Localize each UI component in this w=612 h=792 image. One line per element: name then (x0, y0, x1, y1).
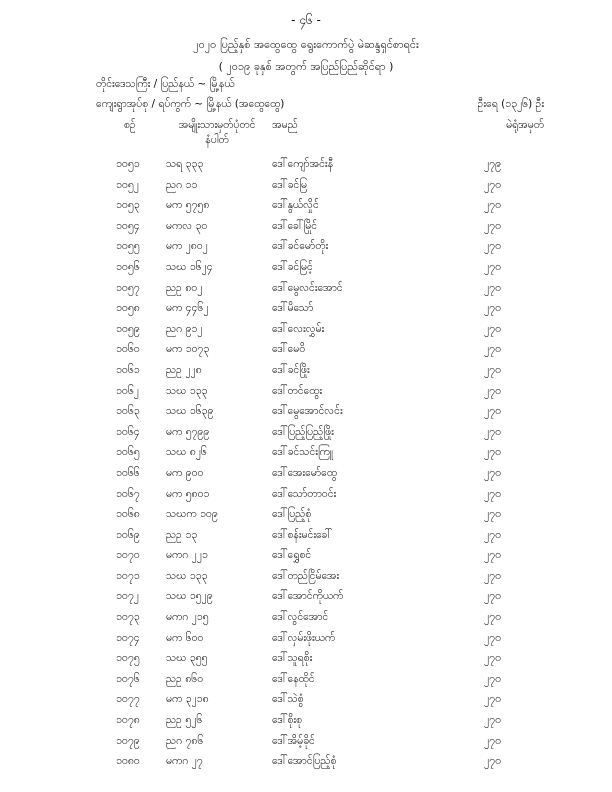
table-row (0, 179, 612, 200)
column-header-no: စဉ် (124, 119, 136, 131)
column-header-name: အမည် (272, 119, 298, 131)
row-name: ဒေါ်အောင်ကိုယက် (272, 590, 344, 603)
row-id: မက ၅၇၉၉ (166, 425, 210, 438)
table-row (0, 385, 612, 406)
row-booth: ၂၇၀ (484, 487, 501, 500)
row-booth: ၂၇၀ (484, 672, 501, 685)
row-number: ၁၀၅၃ (116, 199, 140, 212)
row-id: မက ၆၀၀ (166, 631, 204, 644)
row-booth: ၂၇၀ (484, 281, 501, 294)
row-name: ဒေါ်အိမ့်ခိုင် (272, 734, 315, 747)
row-number: ၁၀၅၆ (116, 260, 140, 273)
row-number: ၁၀၇၃ (116, 611, 140, 624)
row-name: ဒေါ်လှမ်းဖိုးယက် (272, 631, 336, 644)
row-booth: ၂၇၀ (484, 590, 501, 603)
row-id: သဃ ၁၆၂၄ (166, 260, 213, 273)
row-booth: ၂၇၀ (484, 569, 501, 582)
row-booth: ၂၇၀ (484, 343, 501, 356)
row-number: ၁၀၅၅ (116, 240, 140, 253)
table-row (0, 693, 612, 714)
row-id: ညဥ ၅၂၆ (166, 714, 203, 727)
row-name: ဒေါ်အောင်ပြည့်စုံ (272, 755, 337, 768)
row-id: သရ ၃၃၃ (166, 158, 204, 170)
page-number: - ၄၆ - (291, 13, 321, 27)
row-name: ဒေါ်သော်တာဝင်း (272, 487, 337, 500)
row-number: ၁၀၆၄ (116, 425, 140, 438)
row-number: ၁၀၆၁ (116, 363, 140, 376)
row-name: ဒေါ်မွေအောင်လင်း (272, 405, 343, 418)
row-name: ဒေါ်မိသော် (272, 302, 314, 315)
row-id: မကလ ၃၀ (166, 219, 208, 232)
row-number: ၁၀၆၆ (116, 466, 140, 479)
row-number: ၁၀၈၀ (116, 755, 140, 768)
row-booth: ၂၇၀ (484, 631, 501, 644)
row-id: မက ၄၄၆၂ (166, 302, 209, 315)
row-id: သဃက ၁၀၉ (166, 508, 218, 521)
row-name: ဒေါ်ခင်ဖြိုး (272, 363, 310, 376)
row-booth: ၂၇၀ (484, 549, 501, 562)
row-name: ဒေါ်တင်ထွေး (272, 384, 323, 397)
row-number: ၁၀၅၁ (116, 158, 140, 170)
row-name: ဒေါ်နေထိုင် (272, 672, 315, 685)
table-row (0, 240, 612, 261)
row-name: ဒေါ်သဲစွံ (272, 693, 304, 706)
row-booth: ၂၇၀ (484, 178, 501, 191)
row-number: ၁၀၆၅ (116, 446, 140, 459)
row-name: ဒေါ်တည်ငြိမ်အေး (272, 569, 340, 582)
row-name: ဒေါ်မေဝိ (272, 343, 306, 356)
document-subtitle: ( ၂၀၁၉ ခုနှစ် အတွက် အပြည်ပြည်ဆိုင်ရာ ) (218, 60, 394, 73)
row-id: မက ၅၈၀၁ (166, 487, 210, 500)
row-id: မက ၁၀၇၃ (166, 343, 210, 356)
row-booth: ၂၇၀ (484, 363, 501, 376)
row-number: ၁၀၆၈ (116, 508, 140, 521)
row-booth: ၂၇၀ (484, 508, 501, 521)
table-row (0, 735, 612, 756)
row-name: ဒေါ်ခင်မော်တိုး (272, 240, 329, 253)
row-booth: ၂၇၀ (484, 611, 501, 624)
region-label: တိုင်းဒေသကြီး / ပြည်နယ် ~ မြို့နယ် (96, 78, 235, 90)
row-id: ညဥ ၈၆၀ (166, 672, 204, 685)
table-row (0, 590, 612, 611)
row-name: ဒေါ်ခင်မြ (272, 178, 307, 191)
row-number: ၁၀၇၄ (116, 631, 140, 644)
row-booth: ၂၇၀ (484, 466, 501, 479)
table-row (0, 199, 612, 220)
row-booth: ၂၇၀ (484, 528, 501, 541)
row-name: ဒေါ်အေးမော်ထွေ (272, 466, 337, 479)
row-name: ဒေါ်နွယ်လှိုင် (272, 199, 319, 212)
table-row (0, 302, 612, 323)
row-booth: ၂၇၀ (484, 302, 501, 315)
row-number: ၁၀၇၇ (116, 693, 140, 706)
row-name: ဒေါ်ပြည့်စုံ (272, 508, 312, 521)
row-number: ၁၀၇၉ (116, 734, 140, 747)
row-id: ညဂ ၁၁ (166, 178, 198, 191)
row-id: ညဂ ၉၁၂ (166, 322, 203, 335)
row-booth: ၂၇၀ (484, 425, 501, 438)
table-row (0, 158, 612, 179)
row-number: ၁၀၇၂ (116, 590, 139, 603)
row-booth: ၂၇၀ (484, 755, 501, 768)
table-row (0, 529, 612, 550)
table-row (0, 508, 612, 529)
row-number: ၁၀၆၉ (116, 528, 140, 541)
row-booth: ၂၇၀ (484, 734, 501, 747)
table-row (0, 611, 612, 632)
table-row (0, 755, 612, 776)
table-row (0, 488, 612, 509)
row-id: သဃ ၃၅၅ (166, 652, 208, 665)
row-name: ဒေါ်လွင်အောင် (272, 611, 329, 624)
row-name: ဒေါ်လေးလွှမ်း (272, 322, 325, 335)
row-number: ၁၀၅၈ (116, 302, 140, 315)
row-booth: ၂၇၀ (484, 446, 501, 459)
table-row (0, 426, 612, 447)
row-booth: ၂၇၀ (484, 652, 501, 665)
row-id: သဃ ၁၃၃ (166, 569, 208, 582)
row-name: ဒေါ်မွေလင်းအောင် (272, 281, 343, 294)
row-number: ၁၀၅၇ (116, 281, 140, 294)
table-row (0, 673, 612, 694)
row-id: မက ၅၇၅၈ (166, 199, 210, 212)
row-id: ညဥ ၈၀၂ (166, 281, 203, 294)
row-number: ၁၀၅၄ (116, 219, 140, 232)
row-booth: ၂၇၀ (484, 260, 501, 273)
row-id: မက ၉၀၀ (166, 466, 204, 479)
column-header-id-line2: နံပါတ် (205, 134, 229, 146)
row-number: ၁၀၅၂ (116, 178, 139, 191)
row-number: ၁၀၇၀ (116, 549, 140, 562)
row-booth: ၂၇၀ (484, 384, 501, 397)
table-row (0, 405, 612, 426)
row-booth: ၂၇၀ (484, 714, 501, 727)
row-number: ၁၀၅၉ (116, 322, 140, 335)
row-name: ဒေါ်ခင်သင်းကြူ (272, 446, 333, 459)
row-id: ညဂ ၇၈၆ (166, 734, 204, 747)
district-label: ကျေးရွာအုပ်စု / ရပ်ကွက် ~ မြို့နယ် (အထွေထွေ) (96, 98, 285, 110)
voter-list (0, 158, 612, 776)
row-booth: ၂၇၉ (484, 158, 501, 170)
row-name: ဒေါ်စိုးစု (272, 714, 302, 727)
row-id: သဃ ၁၆၃၉ (166, 405, 214, 418)
table-row (0, 282, 612, 303)
row-number: ၁၀၇၅ (116, 652, 140, 665)
table-row (0, 220, 612, 241)
row-number: ၁၀၇၈ (116, 714, 140, 727)
document-title: ၂၀၂၀ ပြည့်နှစ် အထွေထွေ ရွေးကောက်ပွဲ မဲဆန္ဒရှင်စာရင်း (193, 38, 419, 51)
row-id: သဃ ၁၃၃ (166, 384, 208, 397)
row-id: သဃ ၁၅၂၉ (166, 590, 213, 603)
row-number: ၁၀၆၀ (116, 343, 140, 356)
row-id: မကဂ ၂၇ (166, 755, 203, 768)
row-number: ၁၀၆၂ (116, 384, 139, 397)
row-name: ဒေါ်သူရစိုး (272, 652, 313, 665)
table-row (0, 446, 612, 467)
table-row (0, 632, 612, 653)
row-booth: ၂၇၀ (484, 199, 501, 212)
table-row (0, 323, 612, 344)
row-id: မကဂ ၂၁၅ (166, 611, 209, 624)
row-number: ၁၀၆၇ (116, 487, 140, 500)
row-name: ဒေါ်စန်းမင်းခေါ် (272, 528, 332, 541)
row-booth: ၂၇၀ (484, 693, 501, 706)
table-row (0, 652, 612, 673)
row-booth: ၂၇၀ (484, 219, 501, 232)
row-number: ၁၀၇၆ (116, 672, 140, 685)
row-name: ဒေါ်ရွှေစင် (272, 549, 312, 562)
row-id: မက ၂၈၀၂ (166, 240, 208, 253)
table-row (0, 364, 612, 385)
column-header-id: အမျိုးသားမှတ်ပုံတင် (178, 119, 256, 131)
row-id: မကဂ ၂၂၁ (166, 549, 208, 562)
row-booth: ၂၇၀ (484, 405, 501, 418)
table-row (0, 714, 612, 735)
row-id: ညဥ ၂၂၈ (166, 363, 202, 376)
table-row (0, 261, 612, 282)
row-name: ဒေါ်ကျော်အင်းနီ (272, 158, 334, 170)
row-name: ဒေါ်ပြည့်ပြည့်ဖြိုး (272, 425, 334, 438)
row-number: ၁၀၆၃ (116, 405, 140, 418)
table-row (0, 549, 612, 570)
voter-count: ဦးရေ (၁၃၂၆) ဦး (477, 98, 544, 110)
column-header-booth: မဲရုံအမှတ် (506, 119, 544, 131)
table-row (0, 467, 612, 488)
row-booth: ၂၇၀ (484, 322, 501, 335)
row-number: ၁၀၇၁ (116, 569, 140, 582)
row-name: ဒေါ်ခေါ်မြိုင် (272, 219, 318, 232)
row-id: ညဥ ၁၃ (166, 528, 198, 541)
row-booth: ၂၇၀ (484, 240, 501, 253)
row-id: သဃ ၈၂၆ (166, 446, 207, 459)
row-name: ဒေါ်ခင်မြင့် (272, 260, 313, 273)
row-id: မက ၃၂၁၈ (166, 693, 209, 706)
table-row (0, 570, 612, 591)
table-row (0, 343, 612, 364)
